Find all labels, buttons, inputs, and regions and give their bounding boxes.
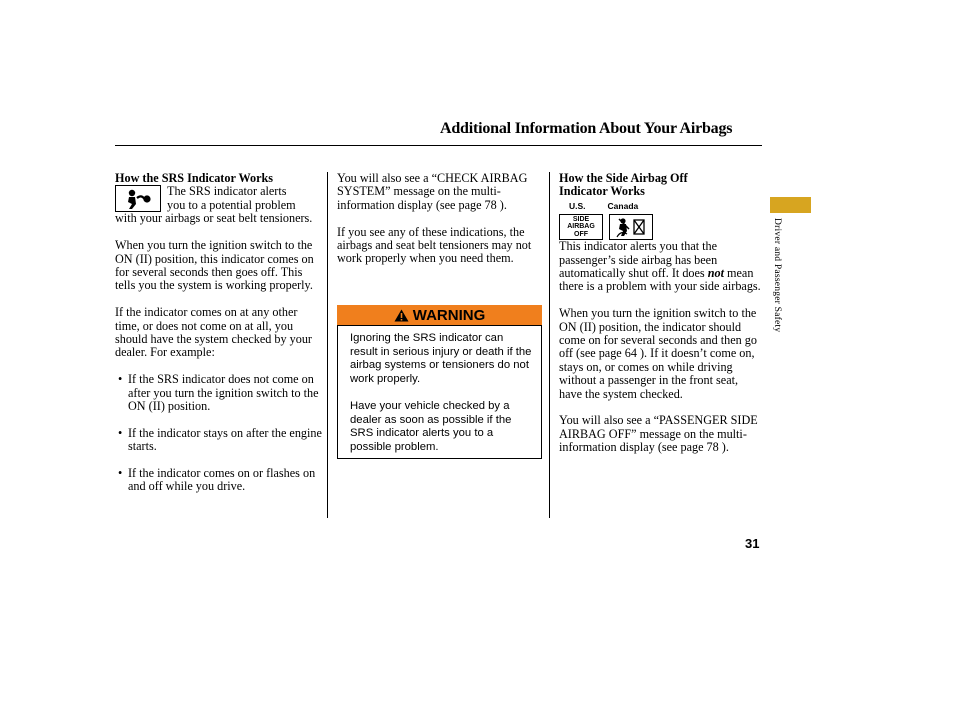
side-airbag-para1-a: This indicator alerts you that the passenger’s side airbag has been automatically shut off. It does <box>559 239 718 281</box>
warning-header <box>337 305 542 325</box>
section-tab <box>770 197 811 213</box>
check-airbag-para2: If you see any of these indications, the airbags and seat belt tensioners may not work properly when you need them. <box>337 224 532 266</box>
srs-para3: If the indicator comes on at any other time, or does not come on at all, you should have the system checked by your dealer. For example: <box>115 305 312 360</box>
warning-triangle-icon <box>394 309 409 322</box>
srs-bullet-3: • If the indicator comes on or flashes on and off while you drive. <box>115 467 323 494</box>
side-airbag-para1-b: mean there is a problem with your side airbags. <box>559 266 761 294</box>
canada-side-airbag-off-icon <box>609 214 653 240</box>
check-airbag-para1: You will also see a “CHECK AIRBAG SYSTEM” message on the multi-information display (see page 78 ). <box>337 171 528 212</box>
srs-intro-line1: The SRS indicator alerts <box>167 184 287 199</box>
us-icon-text-airbag: AIRBAG <box>567 223 595 231</box>
us-icon-text-side: SIDE <box>572 215 590 223</box>
side-airbag-para1-not: not <box>707 266 724 281</box>
side-airbag-heading-1: How the Side Airbag Off <box>559 171 688 185</box>
title-rule <box>115 145 762 146</box>
label-us: U.S. <box>569 200 586 211</box>
page-title: Additional Information About Your Airbags <box>440 120 733 137</box>
warning-text-1: Ignoring the SRS indicator can result in serious injury or death if the airbag systems or tensioners do not work properly. <box>350 332 532 385</box>
side-airbag-heading-2: Indicator Works <box>559 184 645 199</box>
us-icon-text-off: OFF <box>574 230 588 238</box>
side-airbag-para3: You will also see a “PASSENGER SIDE AIRBAG OFF” message on the multi-information display (see page 78 ). <box>559 413 758 455</box>
srs-indicator-icon <box>115 185 161 212</box>
column-divider-2 <box>549 172 550 518</box>
warning-text-2: Have your vehicle checked by a dealer as soon as possible if the SRS indicator alerts you to a possible problem. <box>350 399 512 453</box>
us-side-airbag-off-icon <box>559 214 603 240</box>
column-side-airbag-off <box>559 172 764 468</box>
column-srs-indicator <box>115 172 323 507</box>
page-number: 31 <box>745 536 760 551</box>
srs-bullet-1: • If the SRS indicator does not come on after you turn the ignition switch to the ON (II) position. <box>115 373 323 413</box>
column-divider-1 <box>327 172 328 518</box>
srs-intro-rest: with your airbags or seat belt tensioners. <box>115 211 313 226</box>
column-check-airbag <box>337 172 543 279</box>
side-airbag-para2: When you turn the ignition switch to the ON (II) position, the indicator should come on for several seconds and then go off (see page 64 ). If it doesn’t come on, stays on, or comes on while driving without a passenger in the front seat, have the system checked. <box>559 306 757 401</box>
srs-para2: When you turn the ignition switch to the ON (II) position, this indicator comes on for several seconds then goes off. This tells you the system is working properly. <box>115 238 314 293</box>
srs-heading: How the SRS Indicator Works <box>115 171 274 185</box>
label-canada: Canada <box>607 200 639 211</box>
warning-box <box>337 325 542 459</box>
side-airbag-para1 <box>559 240 764 294</box>
srs-intro-line2: you to a potential problem <box>167 197 296 212</box>
srs-bullet-2: • If the indicator stays on after the engine starts. <box>115 427 323 454</box>
section-tab-label: Driver and Passenger Safety <box>772 218 783 333</box>
warning-title: WARNING <box>412 306 486 324</box>
